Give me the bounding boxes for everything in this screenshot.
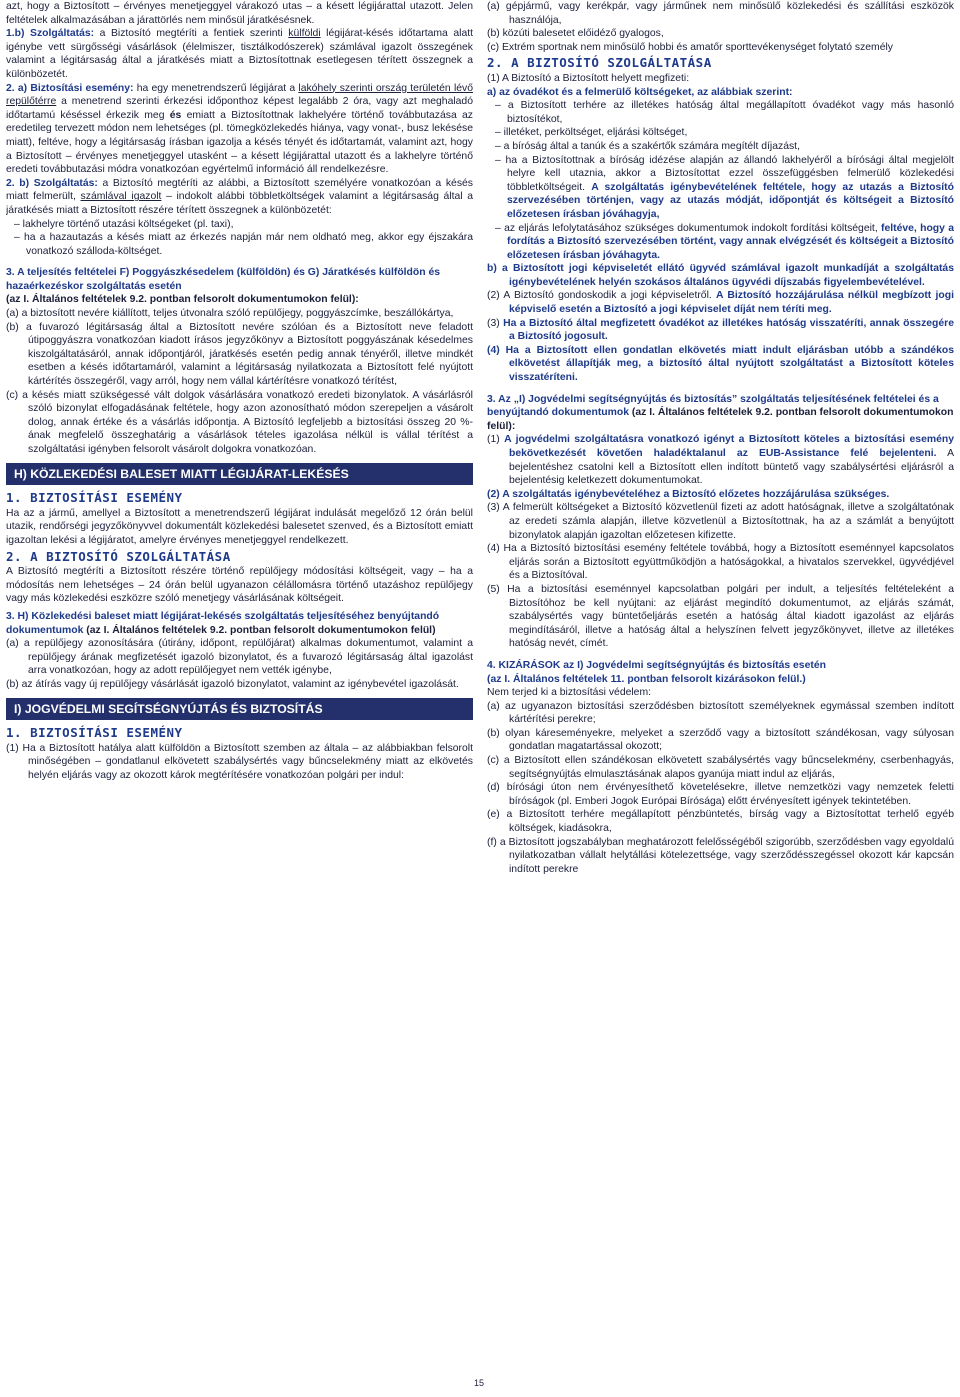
list-item: – ha a Biztosítottnak a bíróság idézése alapján az állandó lakhelyéről a bírósági által megjelölt helyre kell utaznia, akkor a Biztosítottat ezzel összefüggésben felmerülő közlekedési többletköltségeit. A szolgáltatás igénybevételének feltétele, hogy az utazás a Biztosító szervezésében történjen, vagy az utazás módját, időpontját és költségeit a Biztosító előzetesen írásban jóváhagyja, xyxy=(495,154,954,220)
paragraph-r2-3: (3) Ha a Biztosító által megfizetett óvadékot az illetékes hatóság visszatéríti, annak összegére a Biztosító jogosult. xyxy=(487,317,954,343)
list-item: (d) bírósági úton nem érvényesíthető követelésekre, illetve nemzetközi vagy nemzetek feletti bíróságok (pl. Emberi Jogok Európai Bírósága) előtt érvényesített igények tekintetében. xyxy=(487,782,954,807)
paragraph-1b: 1.b) Szolgáltatás: a Biztosító megtéríti a fentiek szerinti külföldi légijárat-késés időtartama alatt igénybe vett sürgősségi vásárlások (élelmiszer, tisztálkodószerek) számlával igazolt összegének valamint a légitársaság által a járatkésés miatt a Biztosítottnak esetlegesen térített összegnek a különbözetét. xyxy=(6,28,473,80)
list-item: – illetéket, perköltséget, eljárási költséget, xyxy=(495,127,688,139)
label-1b: 1.b) Szolgáltatás: xyxy=(6,28,95,40)
paragraph-r3-4: (4) Ha a Biztosító biztosítási esemény feltétele továbbá, hogy a Biztosított eseménnyel kapcsolatos eljárás során a Biztosított együttműködjön a hatóságokkal, a hivatalos szervekkel, ügyvédjével és a Biztosítóval. xyxy=(487,543,954,582)
section-bar-i: I) JOGVÉDELMI SEGÍTSÉGNYÚJTÁS ÉS BIZTOSÍTÁS xyxy=(6,698,473,721)
section-title-3: 3. A teljesítés feltételei F) Poggyászkésedelem (külföldön) és G) Járatkésés külföldön és hazaérkezéskor szolgáltatás esetén xyxy=(6,267,441,292)
paragraph-2a: 2. a) Biztosítási esemény: ha egy menetrendszerű légijárat a lakóhely szerinti ország területén lévő repülőtérre a menetrend szerinti érkezési időponthoz képest legalább 2 óra, vagy azt meghaladó időtartamú késéssel érkezik meg és emiatt a Biztosítottnak lakhelyére történő továbbutazása az eredetileg tervezett módon nem lehetséges (pl. tömegközlekedés hiánya, vagy vonat-, busz lekésése miatt), feltéve, hogy a légitársaság írásban igazolja a késés tényét és időtartamát, valamint azt, hogy a Biztosított – érvényes menetjeggyel utasként – a késett légijárattal utazott és a lakhelyre történő eredeti továbbutazási módra vonatkozóan egyértelmű információ áll rendelkezésre. xyxy=(6,82,473,176)
paragraph-intro: azt, hogy a Biztosított – érvényes menetjeggyel várakozó utas – a késett légijárattal utazott. Jelen feltételek alkalmazásában a járattörlés nem minősül járatkésésnek. xyxy=(6,1,473,26)
heading-h1: 1. BIZTOSÍTÁSI ESEMÉNY xyxy=(6,490,183,506)
heading-h2: 2. A BIZTOSÍTÓ SZOLGÁLTATÁSA xyxy=(6,548,231,564)
paragraph-r3-1: (1) A jogvédelmi szolgáltatásra vonatkozó igényt a Biztosított köteles a biztosítási esemény bekövetkezését követően haladéktalanul az EUB-Assistance felé bejelenteni. A bejelentéshez csatolni kell a Biztosított ellen indított büntető vagy szabálysértési eljárásról a bejelentésig keletkezett dokumentumokat. xyxy=(487,434,954,487)
left-column xyxy=(6,0,473,1397)
list-item: (a) a biztosított nevére kiállított, teljes útvonalra szóló repülőjegy, poggyászcímke, beszállókártya, xyxy=(6,308,454,320)
paragraph-r2-a: a) az óvadékot és a felmerülő költségeket, az alábbiak szerint: xyxy=(487,86,793,98)
list-item: – lakhelyre történő utazási költségeket (pl. taxi), xyxy=(14,218,234,230)
list-item: (e) a Biztosított terhére megállapított pénzbüntetés, bírság vagy a Biztosítottat terhelő egyéb költségek, kiadásokra, xyxy=(487,809,954,835)
paragraph-r3-2: (2) A szolgáltatás igénybevételéhez a Biztosító előzetes hozzájárulása szükséges. xyxy=(487,488,890,500)
list-item: (f) a Biztosított jogszabályban meghatározott felelősségéből szigorúbb, szerződésben vagy egyoldalú nyilatkozatban vállalt helytállási kötelezettsége, vagy szerződésszegéssel okozott kár kapcsán indított perekre xyxy=(487,836,954,875)
paragraph-2b: 2. b) Szolgáltatás: a Biztosító megtéríti az alábbi, a Biztosított személyére vonatkozóan a késés miatt felmerült, számlával igazolt – indokolt alábbi többletköltségek valamint a légitársaság által a járatkésés miatt a Biztosított részére térített összegnek a különbözetét: xyxy=(6,177,473,216)
paragraph-r2-1: (1) A Biztosító a Biztosított helyett megfizeti: xyxy=(487,72,690,84)
paragraph-r2-b: b) a Biztosított jogi képviseletét ellátó ügyvéd számlával igazolt munkadíját a szolgáltatás igénybevételének helyén szokásos általános ügyvédi díjszabás figyelembevételével. xyxy=(487,263,954,288)
label-2a: 2. a) Biztosítási esemény: xyxy=(6,82,134,94)
list-item: (a) gépjármű, vagy kerékpár, vagy járműnek nem minősülő közlekedési és szállítási eszközök használója, xyxy=(487,1,954,26)
page-number: 15 xyxy=(474,1378,485,1388)
heading-r3: 3. Az „I) Jogvédelmi segítségnyújtás és biztosítás” szolgáltatás teljesítésének feltételei és a benyújtandó dokumentumok (az I. Általános feltételek 9.2. pontban felsorolt dokumentumokon felül): xyxy=(487,393,954,432)
list-item: (c) a késés miatt szükségessé vált dolgok vásárlására vonatkozó eredeti bizonylatok. A vásárlásról szóló bizonylat elfogadásának feltétele, hogy azon azonosítható módon szerepeljen a vásárolt dolog, annak értéke és a vásárlás időpontja. A Biztosító legfeljebb a biztosítási összeg 20 %-ának megfelelő összeghatárig a vásárlások tételes igazolása nélkül is vállal térítést a szolgáltatási igényben felsorolt vásárolt dolgokra vonatkozóan. xyxy=(6,389,473,455)
list-item: – az eljárás lefolytatásához szükséges dokumentumok indokolt fordítási költségeit, feltéve, hogy a fordítás a Biztosító szervezésében történt, vagy annak elvégzését és költségeit a Biztosító előzetesen írásban jóváhagyta. xyxy=(495,222,954,261)
list-item: (a) az ugyanazon biztosítási szerződésben biztosított személyeknek egymással szemben indított kártérítési perekre; xyxy=(487,700,954,726)
heading-i1: 1. BIZTOSÍTÁSI ESEMÉNY xyxy=(6,725,183,741)
paragraph-r3-5: (5) Ha a biztosítási eseménnyel kapcsolatban polgári per indult, a teljesítés feltételeként a Biztosítóhoz be kell nyújtani: az eljárást megindító dokumentumot, az eljárás számát, szabálysértés vagy büntetőeljárás esetén a hatóság által kiadott igazolást az eljárás megindításáról, illetve a hatóság által a helyszínen felvett jegyzőkönyvet, illetve az illetékes hatóság nevét, címét. xyxy=(487,583,954,650)
list-item: (b) közúti balesetet előidéző gyalogos, xyxy=(487,28,664,40)
list-item: – ha a hazautazás a késés miatt az érkezés napján már nem oldható meg, akkor egy éjszakára vonatkozó szálloda-költséget. xyxy=(14,232,473,257)
paragraph-r3-3: (3) A felmerült költségeket a Biztosító közvetlenül fizeti az adott hatóságnak, illetve a szolgáltatónak az eredeti számla alapján, illetve közvetlenül a Biztosítottnak, ha az a számlát a benyújtott bizonylatok alapján igazoltan előzetesen kifizette. xyxy=(487,502,954,541)
label-2b: 2. b) Szolgáltatás: xyxy=(6,177,98,189)
list-item: (b) olyan káreseményekre, melyeket a szerződő vagy a biztosított szándékosan, vagy súlyosan gondatlan magatartással okozott; xyxy=(487,727,954,753)
right-column xyxy=(487,0,954,1397)
list-item: (b) a fuvarozó légitársaság által a Biztosított nevére szólóan és a Biztosított neve feladott útipoggyászra vonatkozóan kiadott írásos jegyzőkönyv a Biztosított poggyászának késedelmes kiszolgáltatásáról, annak időpontjáról, járatkésés esetén pedig annak tényéről, illetve mindkét esetben a késés időtartamáról, valamint a légitársaság nyilatkozata a Biztosított felé nyújtott kártérítés összegéről, vagy arról, hogy nem vállal kártérítésre vonatkozó térítést, xyxy=(6,321,473,388)
list-item: (c) a Biztosított ellen szándékosan elkövetett szabálysértés vagy bűncselekmény, cserbenhagyás, segítségnyújtás elmulasztásának alapos gyanúja miatt indul az eljárás, xyxy=(487,755,954,780)
list-item: (c) Extrém sportnak nem minősülő hobbi és amatőr sporttevékenységet folytató személy xyxy=(487,41,893,53)
list-item: – a Biztosított terhére az illetékes hatóság által megállapított óvadékot vagy más hasonló biztosítékot, xyxy=(495,100,954,125)
paragraph-h2: A Biztosító megtéríti a Biztosított részére történő repülőjegy módosítási költségeit, vagy – ha a módosítás nem lehetséges – 24 órán belül ugyanazon célállomásra történő utazáshoz repülőjegy vagy más közlekedési eszközre szóló menetjegy vásárlásának költségeit. xyxy=(6,566,473,605)
section-subtitle-3: (az I. Általános feltételek 9.2. pontban felsorolt dokumentumokon felül): xyxy=(6,294,359,306)
list-item: (b) az átírás vagy új repülőjegy vásárlását igazoló bizonylatot, valamint az igénybevétel igazolását. xyxy=(6,678,459,690)
section-bar-h: H) KÖZLEKEDÉSI BALESET MIATT LÉGIJÁRAT-LEKÉSÉS xyxy=(6,463,473,486)
paragraph-i1: (1) Ha a Biztosított hatálya alatt külföldön a Biztosított szemben az általa – az alábbiakban felsorolt minőségében – gondatlanul elkövetett szabálysértés vagy bűncselekmény miatt az elkövetés helyén eljárás vagy az okozott károk megtérítésére vonatkozóan polgári per indul: xyxy=(6,742,473,781)
paragraph-r2-2: (2) A Biztosító gondoskodik a jogi képviseletről. A Biztosító hozzájárulása nélkül megbízott jogi képviselő esetén a Biztosító a jogi képviselet díját nem téríti meg. xyxy=(487,290,954,316)
heading-h3: 3. H) Közlekedési baleset miatt légijárat-lekésés szolgáltatás teljesítéséhez benyújtandó dokumentumok (az I. Általános feltételek 9.2. pontban felsorolt dokumentumokon felül) xyxy=(6,610,440,636)
heading-r2: 2. A BIZTOSÍTÓ SZOLGÁLTATÁSA xyxy=(487,55,712,71)
paragraph-r2-4: (4) Ha a Biztosított ellen gondatlan elkövetés miatt indult eljárásban utóbb a szándékos elkövetést állapítják meg, a biztosító által nyújtott szolgáltatást a Biztosított köteles visszatéríteni. xyxy=(487,344,954,384)
heading-r4: 4. KIZÁRÁSOK az I) Jogvédelmi segítségnyújtás és biztosítás esetén xyxy=(487,659,826,671)
paragraph-h1: Ha az a jármű, amellyel a Biztosított a menetrendszerű légijárat indulását megelőző 12 órán belül utazik, rendőrségi jegyzőkönyvvel dokumentált közlekedési balesetet szenved, és a Biztosított emiatt igazoltan lekési a légijáratot, amelyre érvényes menetjeggyel rendelkezett. xyxy=(6,507,473,546)
paragraph-r4-intro: Nem terjed ki a biztosítási védelem: xyxy=(487,687,652,699)
list-item: (a) a repülőjegy azonosítására (útirány, időpont, repülőjárat) alkalmas dokumentumot, valamint a repülőjegy árának megfizetését igazoló bizonylatot, és a fuvarozó légitársaság által igazolást arra vonatkozóan, hogy az adott repülőjegyet nem vették igénybe, xyxy=(6,638,473,677)
heading-r4-sub: (az I. Általános feltételek 11. pontban felsorolt kizárásokon felül.) xyxy=(487,673,806,685)
list-item: – a bíróság által a tanúk és a szakértők számára megítélt díjazást, xyxy=(495,140,800,152)
